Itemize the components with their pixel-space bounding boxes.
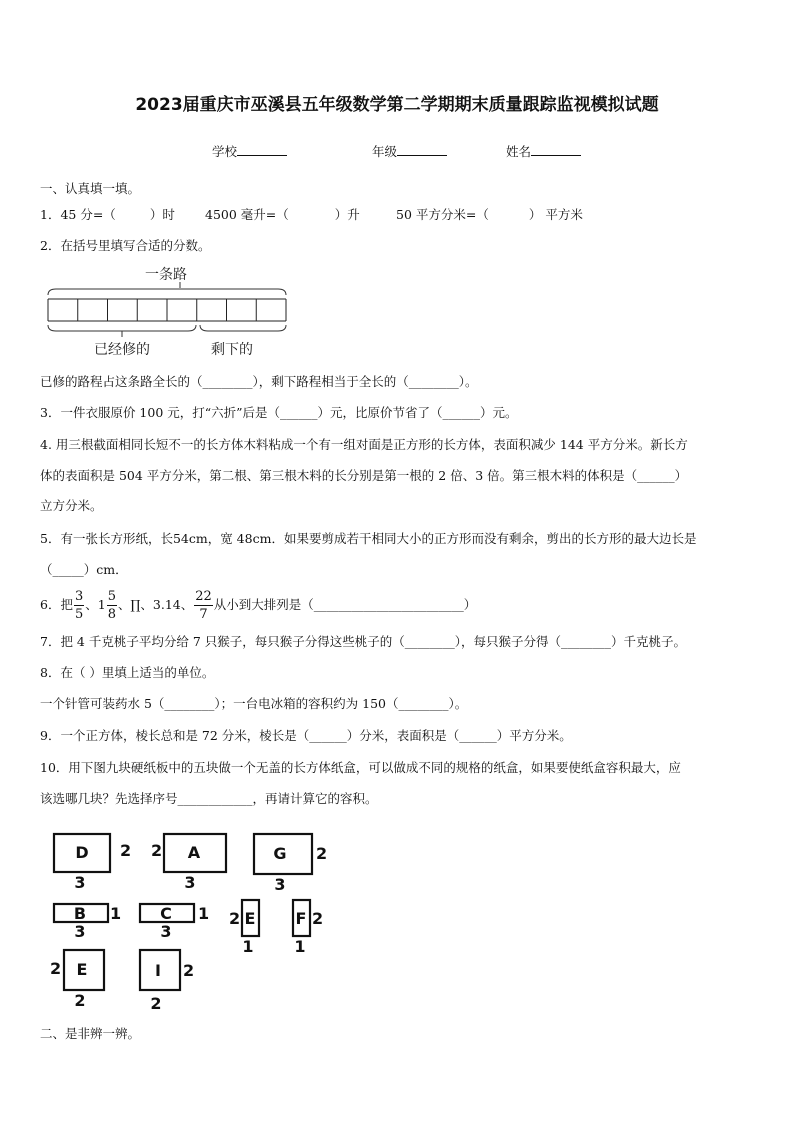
svg-text:3: 3 [160,922,172,941]
svg-text:A: A [187,843,201,862]
grade-field [372,143,447,159]
svg-text:1: 1 [198,904,210,923]
board-b [54,904,121,941]
svg-text:2: 2 [150,994,162,1013]
svg-text:F: F [295,909,307,928]
svg-text:3: 3 [184,873,196,892]
school-label: 学校 [212,144,238,159]
q6-prefix: 6．把 [40,596,73,612]
svg-text:E: E [76,960,88,979]
svg-text:3: 3 [74,873,86,892]
q1-part-c-end: ） 平方米 [528,207,583,222]
board-e-square [50,950,104,1010]
q1-part-a-end: ）时 [149,207,175,222]
svg-text:2: 2 [120,841,132,860]
svg-text:2: 2 [183,961,195,980]
svg-text:2: 2 [229,909,241,928]
grade-label: 年级 [372,144,398,159]
question-4-line-2: 体的表面积是 504 平方分米，第二根、第三根木料的长分别是第一根的 2 倍、3 倍。第三根木料的体积是（______） [40,468,688,483]
svg-text:B: B [73,904,87,923]
cardboard-pieces-figure [40,824,340,1020]
svg-text:2: 2 [74,991,86,1010]
q1-part-c: 50 平方分米=（ [396,207,489,222]
question-4-line-1: 4. 用三根截面相同长短不一的长方体木料粘成一个有一组对面是正方形的长方体，表面积减少 144 平方分米。新长方 [40,437,688,452]
remaining-label: 剩下的 [211,342,253,358]
svg-text:3: 3 [74,922,86,941]
svg-text:2: 2 [316,844,328,863]
school-field [212,143,287,159]
svg-text:1: 1 [110,904,122,923]
question-6 [40,588,476,622]
question-4-line-3: 立方分米。 [40,498,103,513]
name-blank[interactable] [531,143,581,156]
name-field [506,143,581,159]
svg-text:1: 1 [242,937,254,956]
board-d [54,834,131,892]
svg-text:G: G [273,844,287,863]
page-title: 2023届重庆市巫溪县五年级数学第二学期期末质量跟踪监视模拟试题 [135,95,659,115]
question-10-line-1: 10．用下图九块硬纸板中的五块做一个无盖的长方体纸盒，可以做成不同的规格的纸盒，如果要使纸盒容积最大，应 [40,760,681,775]
q1-part-b: 4500 毫升=（ [205,207,289,222]
svg-text:2: 2 [50,959,62,978]
svg-text:I: I [155,961,161,980]
q6-sep-1: 、1 [85,596,106,612]
grade-blank[interactable] [397,143,447,156]
q1-part-b-end: ）升 [334,207,360,222]
svg-text:C: C [160,904,172,923]
svg-text:2: 2 [312,909,324,928]
fraction-3-5: $\frac{3}{5}$ [74,588,84,622]
section-2-heading: 二、是非辨一辨。 [40,1026,141,1041]
question-2: 2．在括号里填写合适的分数。 [40,238,211,253]
fraction-5-8: $\frac{5}{8}$ [107,588,116,622]
svg-text:E: E [244,909,256,928]
question-5-line-2: （_____）cm． [40,562,128,577]
road-diagram [36,262,306,362]
question-3: 3．一件衣服原价 100 元，打“六折”后是（______）元，比原价节省了（______）元。 [40,405,518,420]
svg-text:1: 1 [294,937,306,956]
board-a [151,834,226,892]
question-8-line-2: 一个针管可装药水 5（________）；一台电冰箱的容积约为 150（________）。 [40,696,468,711]
question-7: 7．把 4 千克桃子平均分给 7 只猴子，每只猴子分得这些桃子的（________），每只猴子分得（________）千克桃子。 [40,634,687,649]
road-segments [48,299,286,321]
question-1 [40,209,175,222]
question-2-answer: 已修的路程占这条路全长的（________），剩下路程相当于全长的（________）。 [40,374,478,389]
board-c [140,904,209,941]
question-9: 9．一个正方体，棱长总和是 72 分米，棱长是（______）分米，表面积是（______）平方分米。 [40,728,572,743]
question-1c [396,209,583,222]
q6-suffix: 从小到大排列是（________________________） [213,596,477,612]
board-f [293,900,323,956]
question-10-line-2: 该选哪几块？先选择序号____________，再请计算它的容积。 [40,791,378,806]
board-g [254,834,327,894]
svg-text:2: 2 [151,841,163,860]
board-i [140,950,194,1013]
question-5-line-1: 5．有一张长方形纸，长54cm，宽 48cm．如果要剪成若干相同大小的正方形而没有剩余，剪出的长方形的最大边长是 [40,531,697,546]
road-label: 一条路 [145,267,187,283]
board-e-small [229,900,259,956]
section-1-heading: 一、认真填一填。 [40,181,141,196]
q1-part-a: 1．45 分=（ [40,207,116,222]
name-label: 姓名 [506,144,532,159]
school-blank[interactable] [237,143,287,156]
repaired-label: 已经修的 [94,342,150,358]
svg-text:3: 3 [274,875,286,894]
question-1b [205,209,360,222]
question-8-line-1: 8．在（ ）里填上适当的单位。 [40,665,215,680]
fraction-22-7: $\frac{22}{7}$ [195,588,212,622]
svg-text:D: D [75,843,89,862]
q6-sep-2: 、∏、3.14、 [117,596,194,612]
